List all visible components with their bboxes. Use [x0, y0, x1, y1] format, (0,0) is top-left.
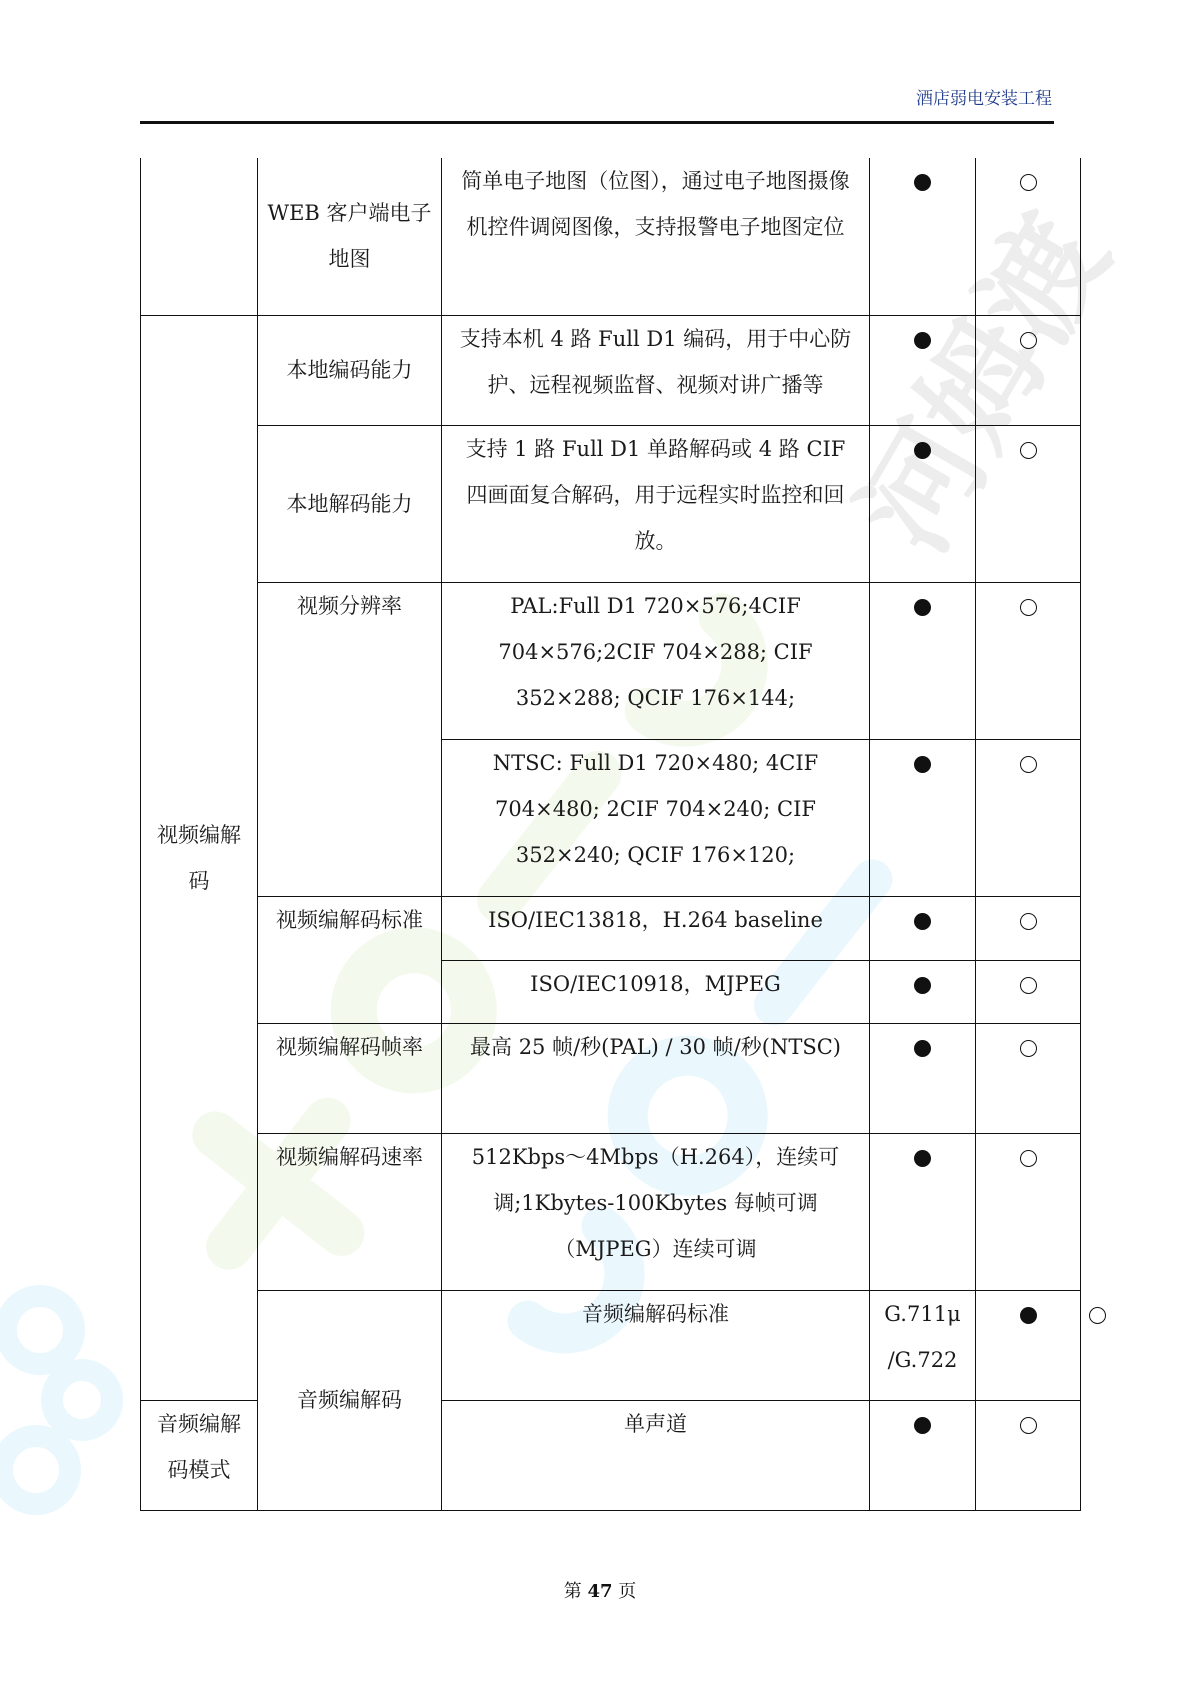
mark-cell [870, 896, 976, 960]
mark-cell [870, 1400, 976, 1510]
description-cell: 512Kbps～4Mbps（H.264），连续可调;1Kbytes-100Kbytes 每帧可调（MJPEG）连续可调 [442, 1133, 870, 1290]
description-cell: PAL:Full D1 720×576;4CIF 704×576;2CIF 704×288; CIF 352×288; QCIF 176×144; [442, 582, 870, 739]
page-number-value: 47 [587, 1581, 613, 1602]
feature-cell: 视频编解码标准 [258, 896, 442, 1023]
feature-cell: WEB 客户端电子地图 [258, 158, 442, 315]
filled-dot-icon [914, 756, 931, 773]
empty-circle-icon [1020, 1417, 1037, 1434]
description-cell: G.711μ /G.722 [870, 1290, 976, 1400]
filled-dot-icon [914, 1040, 931, 1057]
mark-cell [870, 315, 976, 425]
empty-circle-icon [1020, 599, 1037, 616]
mark-cell [870, 582, 976, 739]
mark-cell [870, 1023, 976, 1133]
page-number-prefix: 第 [563, 1581, 582, 1602]
table-row [141, 1133, 1081, 1290]
table-row [141, 425, 1081, 582]
mark-cell [870, 158, 976, 315]
mark-cell [976, 425, 1081, 582]
feature-cell: 音频编解码模式 [141, 1400, 258, 1510]
page-number-suffix: 页 [618, 1581, 637, 1602]
mark-cell [976, 896, 1081, 960]
mark-cell [976, 1133, 1081, 1290]
mark-cell [976, 739, 1081, 896]
filled-dot-icon [914, 913, 931, 930]
mark-cell [976, 315, 1081, 425]
mark-cell [976, 960, 1081, 1023]
table-row [141, 582, 1081, 739]
description-cell: 单声道 [442, 1400, 870, 1510]
category-cell: 视频编解码 [141, 315, 258, 1400]
empty-circle-icon [1020, 1040, 1037, 1057]
filled-dot-icon [914, 332, 931, 349]
mark-cell [870, 960, 976, 1023]
mark-cell [870, 739, 976, 896]
filled-dot-icon [914, 599, 931, 616]
mark-cell [870, 1133, 976, 1290]
filled-dot-icon [914, 1150, 931, 1167]
category-cell: 音频编解码 [258, 1290, 442, 1510]
header-title: 酒店弱电安装工程 [916, 89, 1052, 109]
description-cell: ISO/IEC10918，MJPEG [442, 960, 870, 1023]
empty-circle-icon [1020, 756, 1037, 773]
empty-circle-icon [1020, 1150, 1037, 1167]
description-cell: 简单电子地图（位图），通过电子地图摄像机控件调阅图像，支持报警电子地图定位 [442, 158, 870, 315]
empty-circle-icon [1089, 1307, 1106, 1324]
header-rule [140, 121, 1054, 124]
empty-circle-icon [1020, 332, 1037, 349]
empty-circle-icon [1020, 174, 1037, 191]
mark-cell [976, 1023, 1081, 1133]
table-row [141, 315, 1081, 425]
feature-cell: 视频分辨率 [258, 582, 442, 896]
mark-cell [976, 1400, 1081, 1510]
mark-cell [976, 158, 1081, 315]
filled-dot-icon [914, 977, 931, 994]
category-cell [141, 158, 258, 315]
table-row [141, 1290, 1081, 1400]
page-number [0, 1577, 1190, 1603]
filled-dot-icon [914, 1417, 931, 1434]
description-cell: NTSC: Full D1 720×480; 4CIF 704×480; 2CIF 704×240; CIF 352×240; QCIF 176×120; [442, 739, 870, 896]
svg-text:河姆渡: 河姆渡 [834, 193, 1136, 575]
filled-dot-icon [914, 174, 931, 191]
table-row [141, 1023, 1081, 1133]
description-cell: 支持 1 路 Full D1 单路解码或 4 路 CIF 四画面复合解码，用于远程实时监控和回放。 [442, 425, 870, 582]
description-cell: 支持本机 4 路 Full D1 编码，用于中心防护、远程视频监督、视频对讲广播等 [442, 315, 870, 425]
table-row [141, 896, 1081, 960]
empty-circle-icon [1020, 913, 1037, 930]
feature-cell: 视频编解码帧率 [258, 1023, 442, 1133]
mark-cell [976, 582, 1081, 739]
mark-cell [976, 1290, 1081, 1400]
feature-cell: 本地编码能力 [258, 315, 442, 425]
feature-cell: 本地解码能力 [258, 425, 442, 582]
filled-dot-icon [1020, 1307, 1037, 1324]
description-cell: ISO/IEC13818，H.264 baseline [442, 896, 870, 960]
description-cell: 最高 25 帧/秒(PAL) / 30 帧/秒(NTSC) [442, 1023, 870, 1133]
empty-circle-icon [1020, 442, 1037, 459]
filled-dot-icon [914, 442, 931, 459]
table-row [141, 158, 1081, 315]
feature-cell: 视频编解码速率 [258, 1133, 442, 1290]
spec-table [140, 158, 1081, 1511]
mark-cell [870, 425, 976, 582]
feature-cell: 音频编解码标准 [442, 1290, 870, 1400]
empty-circle-icon [1020, 977, 1037, 994]
